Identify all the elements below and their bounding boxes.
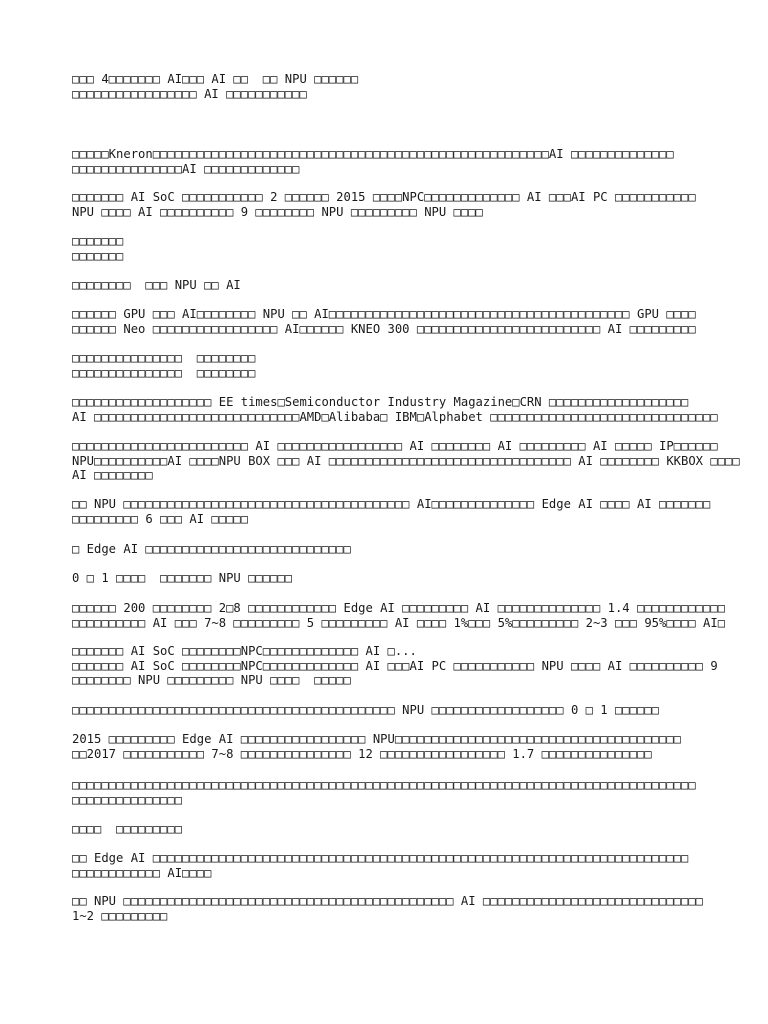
paragraph — [72, 307, 696, 336]
text-line: □□□□□□□ AI SoC □□□□□□□□□□□ 2 □□□□□□ 2015 □□□□NPC□□□□□□□□□□□□□ AI □□□AI PC □□□□□□□□□□□ — [72, 190, 696, 204]
text-line: NPU□□□□□□□□□□AI □□□□NPU BOX □□□ AI □□□□□□□□□□□□□□□□□□□□□□□□□□□□□□□□□ AI □□□□□□□□ KKBOX □□□□ — [72, 453, 740, 468]
paragraph — [72, 395, 718, 424]
text-line: □□□□□□□ — [72, 234, 124, 248]
paragraph — [72, 851, 688, 880]
text-line: □□□□□□□ — [72, 248, 124, 263]
text-line: □□□□□□ GPU □□□ AI□□□□□□□□ NPU □□ AI□□□□□□□□□□□□□□□□□□□□□□□□□□□□□□□□□□□□□□□□□ GPU □□□□ — [72, 307, 696, 321]
text-line: □□□□□□□ AI SoC □□□□□□□□NPC□□□□□□□□□□□□□ AI □... — [72, 644, 417, 658]
text-line: □□□□□□□□□□□□□□□□□□□□□□□□□□□□□□□□□□□□□□□□□□□□ NPU □□□□□□□□□□□□□□□□□□ 0 □ 1 □□□□□□ — [72, 703, 659, 717]
paragraph — [72, 571, 292, 586]
text-line: □□□□□□□□□ 6 □□□ AI □□□□□ — [72, 511, 249, 526]
text-line: □ Edge AI □□□□□□□□□□□□□□□□□□□□□□□□□□□□ — [72, 542, 351, 556]
text-line: □□□□□□□ AI SoC □□□□□□□□NPC□□□□□□□□□□□□□ AI □□□AI PC □□□□□□□□□□□ NPU □□□□ AI □□□□□□□□□□ 9 — [72, 658, 718, 673]
text-line: □□□□□□□□□□□□□□□AI □□□□□□□□□□□□□ — [72, 161, 300, 176]
paragraph — [72, 778, 696, 807]
paragraph — [72, 497, 710, 526]
text-line: 0 □ 1 □□□□ □□□□□□□ NPU □□□□□□ — [72, 571, 293, 585]
text-line: □□□□□□□□ □□□ NPU □□ AI — [72, 278, 241, 292]
text-line: □□□□□□□□□□□□□□□ □□□□□□□□ — [72, 365, 256, 380]
text-line: □□□□□□□□□□□□□□□ — [72, 792, 183, 807]
text-line: □□□□□□□□□□□□□□□ □□□□□□□□ — [72, 351, 256, 365]
paragraph — [72, 644, 718, 688]
text-line: □□□□□□□□□□□□□□□□□ AI □□□□□□□□□□□ — [72, 86, 307, 101]
text-line: □□□□□□ Neo □□□□□□□□□□□□□□□□□ AI□□□□□□ KNEO 300 □□□□□□□□□□□□□□□□□□□□□□□□□ AI □□□□□□□□□ — [72, 321, 696, 336]
paragraph — [72, 72, 358, 101]
text-line: 1~2 □□□□□□□□□ — [72, 908, 168, 923]
text-line: □□□□□□ 200 □□□□□□□□ 2□8 □□□□□□□□□□□□ Edge AI □□□□□□□□□ AI □□□□□□□□□□□□□□ 1.4 □□□□□□□□□□□□ — [72, 601, 726, 615]
text-line: □□2017 □□□□□□□□□□□ 7~8 □□□□□□□□□□□□□□□ 12 □□□□□□□□□□□□□□□□□ 1.7 □□□□□□□□□□□□□□□ — [72, 746, 652, 761]
text-line: □□□□□□□□□□□□ AI□□□□ — [72, 865, 212, 880]
text-line: □□□ 4□□□□□□□ AI□□□ AI □□ □□ NPU □□□□□□ — [72, 72, 359, 86]
paragraph — [72, 894, 703, 923]
text-line: □□ NPU □□□□□□□□□□□□□□□□□□□□□□□□□□□□□□□□□□□□□□□ AI□□□□□□□□□□□□□□ Edge AI □□□□ AI □□□□□□□ — [72, 497, 711, 511]
text-line: □□□□ □□□□□□□□□ — [72, 822, 183, 836]
paragraph — [72, 542, 351, 557]
text-line: □□□□□□□□□□ AI □□□ 7~8 □□□□□□□□□ 5 □□□□□□□□□ AI □□□□ 1%□□□ 5%□□□□□□□□□ 2~3 □□□ 95%□□□□ AI□ — [72, 615, 726, 630]
paragraph — [72, 732, 681, 761]
paragraph — [72, 601, 725, 630]
text-line: □□ NPU □□□□□□□□□□□□□□□□□□□□□□□□□□□□□□□□□□□□□□□□□□□□□ AI □□□□□□□□□□□□□□□□□□□□□□□□□□□□□□ — [72, 894, 704, 908]
text-line: AI □□□□□□□□□□□□□□□□□□□□□□□□□□□□AMD□Alibaba□ IBM□Alphabet □□□□□□□□□□□□□□□□□□□□□□□□□□□□□□□ — [72, 409, 718, 424]
text-line: 2015 □□□□□□□□□ Edge AI □□□□□□□□□□□□□□□□□ NPU□□□□□□□□□□□□□□□□□□□□□□□□□□□□□□□□□□□□□□□ — [72, 732, 682, 746]
paragraph — [72, 703, 659, 718]
text-line: □□□□□□□□□□□□□□□□□□□□□□□□□□□□□□□□□□□□□□□□□□□□□□□□□□□□□□□□□□□□□□□□□□□□□□□□□□□□□□□□□□□□□ — [72, 778, 696, 792]
paragraph — [72, 147, 674, 176]
paragraph — [72, 439, 740, 483]
paragraph — [72, 234, 123, 263]
text-line: □□□□□□□□ NPU □□□□□□□□□ NPU □□□□ □□□□□ — [72, 673, 351, 688]
paragraph — [72, 822, 182, 837]
paragraph — [72, 190, 696, 219]
paragraph — [72, 351, 255, 380]
text-line: □□ Edge AI □□□□□□□□□□□□□□□□□□□□□□□□□□□□□□□□□□□□□□□□□□□□□□□□□□□□□□□□□□□□□□□□□□□□□□□□□ — [72, 851, 689, 865]
text-line: □□□□□□□□□□□□□□□□□□□□□□□□ AI □□□□□□□□□□□□□□□□□ AI □□□□□□□□ AI □□□□□□□□□ AI □□□□□ IP□□□□□□ — [72, 439, 718, 453]
text-line: NPU □□□□ AI □□□□□□□□□□ 9 □□□□□□□□ NPU □□□□□□□□□ NPU □□□□ — [72, 204, 483, 219]
paragraph — [72, 278, 241, 293]
text-line: AI □□□□□□□□ — [72, 468, 153, 483]
text-line: □□□□□□□□□□□□□□□□□□□ EE times□Semiconductor Industry Magazine□CRN □□□□□□□□□□□□□□□□□□□ — [72, 395, 689, 409]
text-line: □□□□□Kneron□□□□□□□□□□□□□□□□□□□□□□□□□□□□□□□□□□□□□□□□□□□□□□□□□□□□□□AI □□□□□□□□□□□□□□ — [72, 147, 674, 161]
